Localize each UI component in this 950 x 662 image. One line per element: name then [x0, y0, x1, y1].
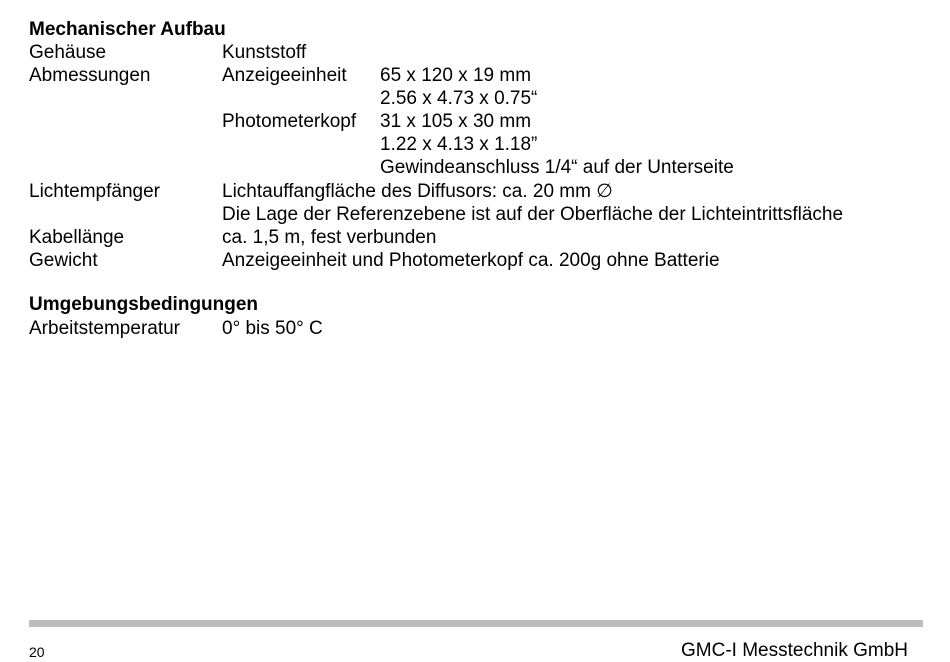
- page-number: 20: [29, 644, 45, 660]
- spec-value: Die Lage der Referenzebene ist auf der Oberfläche der Lichteintrittsfläche: [222, 204, 844, 225]
- spec-value: Gewindeanschluss 1/4“ auf der Unterseite: [380, 157, 734, 178]
- spec-label: Gewicht: [29, 250, 98, 271]
- spec-label: Arbeitstemperatur: [29, 318, 181, 339]
- section-heading-mechanical: Mechanischer Aufbau: [29, 19, 226, 40]
- spec-value: 31 x 105 x 30 mm: [380, 111, 532, 132]
- spec-value: ca. 1,5 m, fest verbunden: [222, 227, 437, 248]
- spec-value: Anzeigeeinheit und Photometerkopf ca. 200g ohne Batterie: [222, 250, 720, 271]
- spec-value: Kunststoff: [222, 42, 307, 63]
- spec-sublabel: Anzeigeeinheit: [222, 65, 347, 86]
- spec-value: 65 x 120 x 19 mm: [380, 65, 532, 86]
- spec-value: Lichtauffangfläche des Diffusors: ca. 20 mm ∅: [222, 181, 613, 202]
- spec-label: Gehäuse: [29, 42, 107, 63]
- spec-label: Kabellänge: [29, 227, 125, 248]
- spec-sublabel: Photometerkopf: [222, 111, 357, 132]
- section-heading-environment: Umgebungsbedingungen: [29, 294, 259, 315]
- spec-value: 2.56 x 4.73 x 0.75“: [380, 88, 538, 109]
- spec-value: 1.22 x 4.13 x 1.18”: [380, 134, 538, 155]
- company-name: GMC-I Messtechnik GmbH: [681, 640, 908, 661]
- footer-divider: [29, 620, 923, 627]
- spec-label: Abmessungen: [29, 65, 151, 86]
- spec-label: Lichtempfänger: [29, 181, 160, 202]
- spec-value: 0° bis 50° C: [222, 318, 323, 339]
